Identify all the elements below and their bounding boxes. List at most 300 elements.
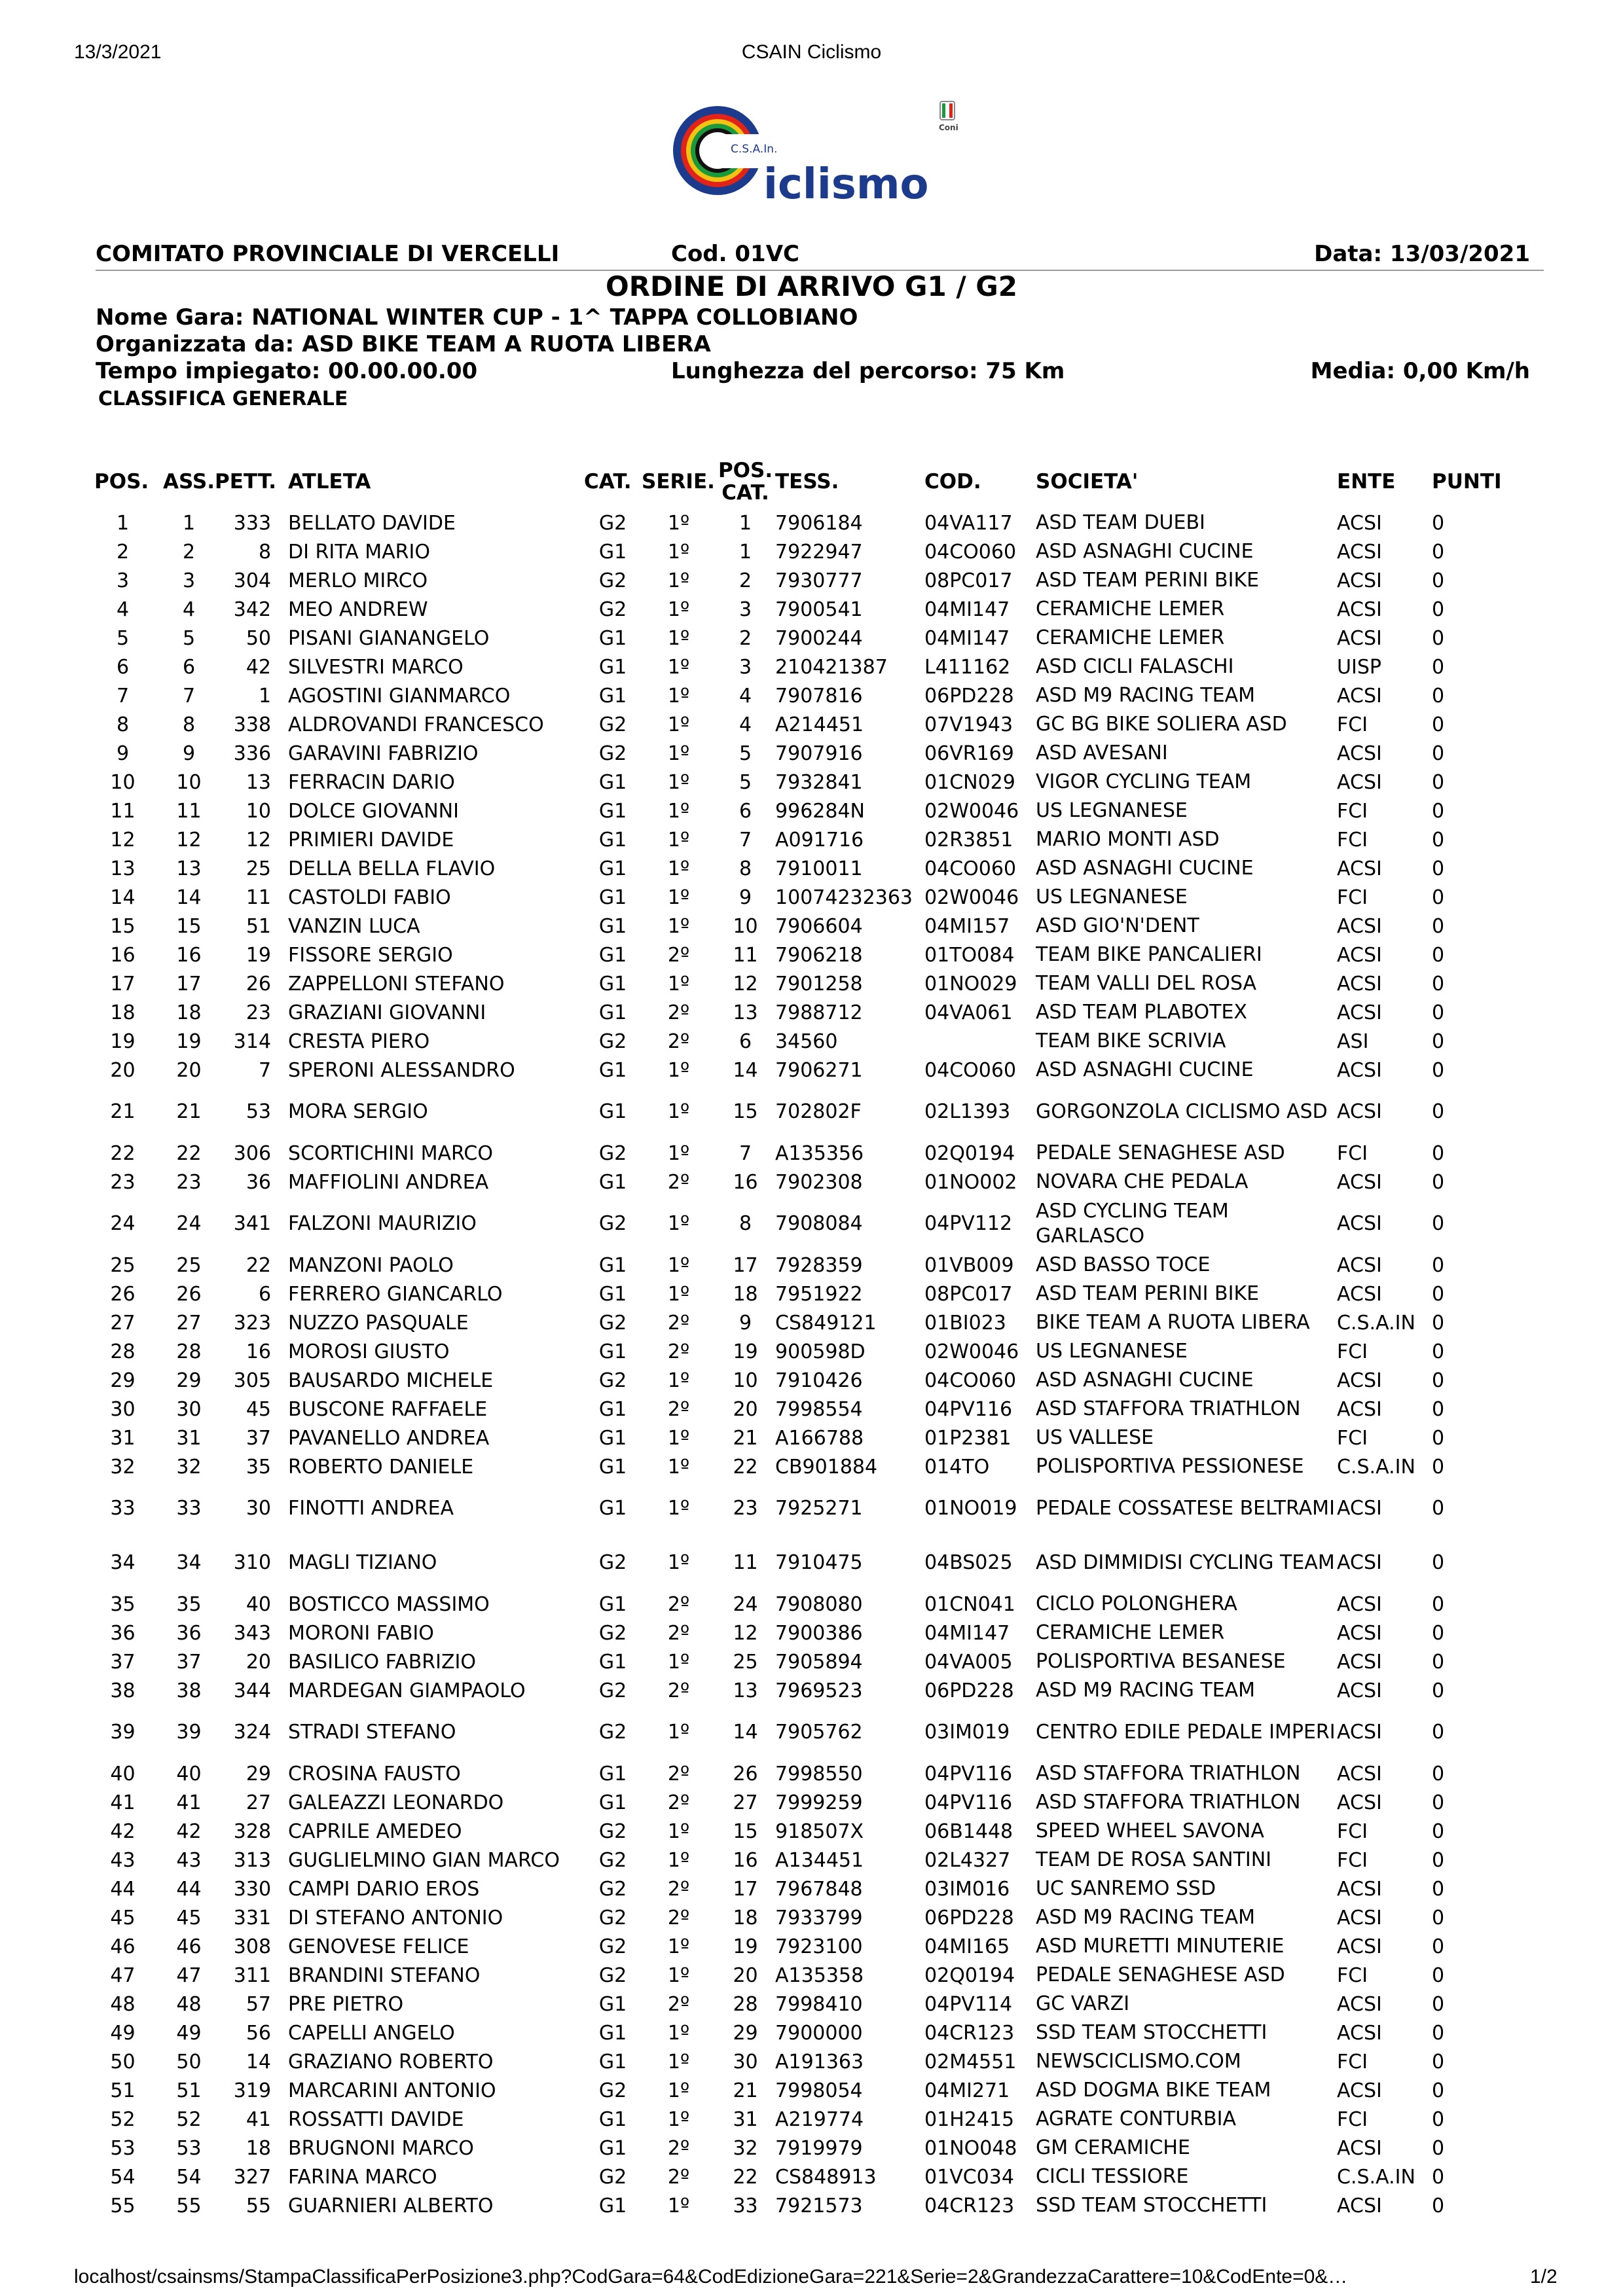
cell-serie: 1º — [667, 655, 690, 679]
cell-serie: 1º — [667, 1650, 690, 1674]
cell-ass: 20 — [176, 1058, 202, 1082]
cell-serie: 1º — [667, 2108, 690, 2131]
cell-tess: 7907916 — [775, 742, 863, 765]
cell-pos-cat: 2 — [739, 626, 752, 650]
cell-tess: 7933799 — [775, 1906, 863, 1929]
cell-punti: 0 — [1432, 626, 1445, 650]
cell-pos: 19 — [110, 1030, 136, 1053]
cell-pos-cat: 7 — [739, 828, 752, 852]
cell-societa: TEAM VALLI DEL ROSA — [1036, 972, 1257, 995]
cell-ente: ACSI — [1337, 1721, 1382, 1744]
cell-punti: 0 — [1432, 598, 1445, 621]
cell-cat: G1 — [598, 1100, 627, 1123]
cell-cat: G1 — [598, 684, 627, 708]
cell-pett: 13 — [246, 770, 272, 794]
cell-punti: 0 — [1432, 1935, 1445, 1958]
cell-pett: 314 — [233, 1030, 272, 1053]
cell-societa: ASD STAFFORA TRIATHLON — [1036, 1397, 1301, 1420]
cell-serie: 1º — [667, 1935, 690, 1958]
cell-cod: 01BI023 — [924, 1311, 1006, 1335]
cell-pos: 55 — [110, 2194, 136, 2217]
cell-ente: C.S.A.IN — [1337, 1455, 1415, 1479]
cell-serie: 1º — [667, 540, 690, 564]
cell-pos: 43 — [110, 1848, 136, 1872]
cell-pos-cat: 2 — [739, 569, 752, 592]
cell-societa: ASD BASSO TOCE — [1036, 1253, 1211, 1276]
table-row — [94, 624, 1510, 653]
cell-pos: 39 — [110, 1721, 136, 1744]
cell-pos-cat: 23 — [733, 1497, 758, 1520]
cell-pett: 51 — [246, 914, 272, 938]
cell-ass: 21 — [176, 1100, 202, 1123]
cell-punti: 0 — [1432, 742, 1445, 765]
cell-ente: UISP — [1337, 655, 1381, 679]
cell-cod: 07V1943 — [924, 713, 1013, 736]
cell-cat: G1 — [598, 2108, 627, 2131]
cell-pos: 51 — [110, 2079, 136, 2102]
cell-pett: 313 — [233, 1848, 272, 1872]
cell-tess: A135358 — [775, 1964, 864, 1987]
cell-ente: ACSI — [1337, 1679, 1382, 1702]
cell-atleta: MAGLI TIZIANO — [288, 1551, 437, 1574]
cell-pos-cat: 7 — [739, 1141, 752, 1165]
cell-pos-cat: 9 — [739, 886, 752, 909]
cell-punti: 0 — [1432, 1426, 1445, 1450]
cell-cod: 04PV116 — [924, 1791, 1013, 1814]
cell-ass: 33 — [176, 1497, 202, 1520]
cell-atleta: VANZIN LUCA — [288, 914, 420, 938]
cell-serie: 1º — [667, 857, 690, 880]
cell-societa: ASD TEAM PERINI BIKE — [1036, 569, 1260, 592]
cell-pos: 34 — [110, 1551, 136, 1574]
cell-cod: 06PD228 — [924, 684, 1014, 708]
table-row — [94, 1196, 1510, 1251]
cell-tess: 7969523 — [775, 1679, 863, 1702]
table-row — [94, 2105, 1510, 2134]
cell-ente: ACSI — [1337, 1621, 1382, 1645]
cell-punti: 0 — [1432, 1497, 1445, 1520]
cell-pett: 16 — [246, 1340, 272, 1363]
cell-pett: 56 — [246, 2021, 272, 2045]
svg-text:C.S.A.In.: C.S.A.In. — [731, 143, 778, 156]
cell-cod: 014TO — [924, 1455, 990, 1479]
cell-cod: 01NO029 — [924, 972, 1017, 996]
cell-cat: G1 — [598, 914, 627, 938]
cell-punti: 0 — [1432, 569, 1445, 592]
cell-punti: 0 — [1432, 1679, 1445, 1702]
cell-ass: 40 — [176, 1762, 202, 1785]
table-row — [94, 797, 1510, 825]
cell-cod: 04MI147 — [924, 598, 1010, 621]
table-row — [94, 941, 1510, 969]
cell-serie: 1º — [667, 684, 690, 708]
cell-pett: 14 — [246, 2050, 272, 2073]
classification-label: CLASSIFICA GENERALE — [98, 387, 348, 410]
col-ass: ASS. — [163, 470, 215, 493]
cell-punti: 0 — [1432, 1455, 1445, 1479]
cell-serie: 1º — [667, 742, 690, 765]
cell-serie: 1º — [667, 1820, 690, 1843]
cell-societa: ASD DOGMA BIKE TEAM — [1036, 2079, 1271, 2102]
cell-ente: ACSI — [1337, 1170, 1382, 1194]
cell-atleta: FINOTTI ANDREA — [288, 1497, 454, 1520]
cell-cod: 03IM016 — [924, 1877, 1010, 1901]
cell-societa: US VALLESE — [1036, 1426, 1154, 1449]
cell-pett: 27 — [246, 1791, 272, 1814]
cell-pos: 47 — [110, 1964, 136, 1987]
cell-tess: A091716 — [775, 828, 864, 852]
cell-societa: CERAMICHE LEMER — [1036, 598, 1225, 620]
cell-cod: 04MI147 — [924, 1621, 1010, 1645]
cell-cat: G1 — [598, 857, 627, 880]
cell-ente: FCI — [1337, 799, 1368, 823]
cell-punti: 0 — [1432, 1170, 1445, 1194]
cell-societa: ASD TEAM PERINI BIKE — [1036, 1282, 1260, 1305]
cell-cod: 04CO060 — [924, 1369, 1017, 1392]
cell-cod: 08PC017 — [924, 569, 1013, 592]
cell-ass: 6 — [182, 655, 196, 679]
cell-atleta: DI RITA MARIO — [288, 540, 430, 564]
cell-cat: G1 — [598, 1455, 627, 1479]
cell-cod: 04PV112 — [924, 1212, 1013, 1235]
cell-pett: 333 — [233, 511, 272, 535]
cell-tess: 7922947 — [775, 540, 863, 564]
cell-societa: ASD CYCLING TEAM GARLASCO — [1036, 1199, 1229, 1247]
cell-serie: 1º — [667, 770, 690, 794]
cell-serie: 1º — [667, 569, 690, 592]
cell-ente: FCI — [1337, 2108, 1368, 2131]
cell-pett: 57 — [246, 1992, 272, 2016]
cell-serie: 1º — [667, 799, 690, 823]
cell-atleta: CRESTA PIERO — [288, 1030, 430, 1053]
cell-ente: ACSI — [1337, 569, 1382, 592]
cell-societa: ASD M9 RACING TEAM — [1036, 1906, 1256, 1929]
table-row — [94, 998, 1510, 1027]
cell-pos: 49 — [110, 2021, 136, 2045]
cell-atleta: MARDEGAN GIAMPAOLO — [288, 1679, 526, 1702]
cell-cod: 02Q0194 — [924, 1141, 1015, 1165]
cell-serie: 2º — [667, 943, 690, 967]
cell-punti: 0 — [1432, 2079, 1445, 2102]
cell-pos-cat: 4 — [739, 684, 752, 708]
cell-ente: ACSI — [1337, 1058, 1382, 1082]
cell-pos: 41 — [110, 1791, 136, 1814]
cell-atleta: BAUSARDO MICHELE — [288, 1369, 494, 1392]
cell-atleta: GUARNIERI ALBERTO — [288, 2194, 494, 2217]
col-tess: TESS. — [775, 470, 839, 493]
cell-serie: 1º — [667, 972, 690, 996]
cell-pos-cat: 3 — [739, 598, 752, 621]
results-table — [94, 455, 1510, 2220]
table-row — [94, 1817, 1510, 1846]
cell-pett: 6 — [258, 1282, 272, 1306]
cell-pos-cat: 19 — [733, 1340, 758, 1363]
cell-pos: 36 — [110, 1621, 136, 1645]
cell-pos-cat: 5 — [739, 770, 752, 794]
cell-pos-cat: 8 — [739, 857, 752, 880]
cell-cat: G1 — [598, 1497, 627, 1520]
cell-ente: ACSI — [1337, 684, 1382, 708]
cell-punti: 0 — [1432, 972, 1445, 996]
table-row — [94, 854, 1510, 883]
cell-pos-cat: 26 — [733, 1762, 758, 1785]
cell-pett: 310 — [233, 1551, 272, 1574]
cell-cat: G2 — [598, 2079, 627, 2102]
cell-cat: G2 — [598, 1212, 627, 1235]
cell-punti: 0 — [1432, 2165, 1445, 2189]
cell-serie: 1º — [667, 2079, 690, 2102]
cell-atleta: MAFFIOLINI ANDREA — [288, 1170, 489, 1194]
cell-societa: US LEGNANESE — [1036, 1340, 1188, 1363]
cell-pos: 6 — [116, 655, 130, 679]
cell-atleta: ROSSATTI DAVIDE — [288, 2108, 464, 2131]
cell-atleta: MOROSI GIUSTO — [288, 1340, 450, 1363]
cell-serie: 2º — [667, 1001, 690, 1024]
cell-atleta: CAPRILE AMEDEO — [288, 1820, 462, 1843]
cell-punti: 0 — [1432, 857, 1445, 880]
cell-serie: 1º — [667, 511, 690, 535]
cell-cod: 01P2381 — [924, 1426, 1012, 1450]
cell-societa: GC VARZI — [1036, 1992, 1130, 2015]
cell-pett: 7 — [258, 1058, 272, 1082]
cell-punti: 0 — [1432, 799, 1445, 823]
cell-punti: 0 — [1432, 2136, 1445, 2160]
cell-pos-cat: 4 — [739, 713, 752, 736]
cell-societa: VIGOR CYCLING TEAM — [1036, 770, 1252, 793]
table-row — [94, 912, 1510, 941]
cell-cod: 02R3851 — [924, 828, 1013, 852]
cell-serie: 1º — [667, 1212, 690, 1235]
cell-serie: 1º — [667, 828, 690, 852]
cell-pett: 304 — [233, 569, 272, 592]
cell-cod: 04VA061 — [924, 1001, 1013, 1024]
cell-pos-cat: 21 — [733, 1426, 758, 1450]
cell-ente: ACSI — [1337, 1650, 1382, 1674]
cell-cod: 04PV116 — [924, 1397, 1013, 1421]
cell-pett: 18 — [246, 2136, 272, 2160]
cell-cod: 01VC034 — [924, 2165, 1014, 2189]
print-page-title: CSAIN Ciclismo — [741, 41, 882, 63]
cell-pett: 26 — [246, 972, 272, 996]
cell-ass: 39 — [176, 1721, 202, 1744]
table-row — [94, 1280, 1510, 1308]
cell-societa: UC SANREMO SSD — [1036, 1877, 1216, 1900]
cell-ass: 5 — [182, 626, 196, 650]
cell-ass: 27 — [176, 1311, 202, 1335]
cell-atleta: DOLCE GIOVANNI — [288, 799, 459, 823]
cell-tess: 7999259 — [775, 1791, 863, 1814]
cell-pos: 24 — [110, 1212, 136, 1235]
cell-pos-cat: 3 — [739, 655, 752, 679]
cell-punti: 0 — [1432, 1592, 1445, 1616]
table-header-row — [94, 455, 1510, 509]
cell-pos: 11 — [110, 799, 136, 823]
table-row — [94, 2162, 1510, 2191]
cell-pos-cat: 14 — [733, 1058, 758, 1082]
cell-cat: G1 — [598, 1170, 627, 1194]
cell-tess: CS848913 — [775, 2165, 877, 2189]
cell-pett: 344 — [233, 1679, 272, 1702]
cell-pos: 37 — [110, 1650, 136, 1674]
cell-cod: 04MI271 — [924, 2079, 1010, 2102]
cell-societa: CICLO POLONGHERA — [1036, 1592, 1237, 1615]
cell-pos: 25 — [110, 1253, 136, 1277]
cell-ente: ACSI — [1337, 857, 1382, 880]
cell-cat: G2 — [598, 1935, 627, 1958]
table-row — [94, 1308, 1510, 1337]
cell-tess: 7905894 — [775, 1650, 863, 1674]
cell-societa: PEDALE COSSATESE BELTRAMI — [1036, 1496, 1335, 1520]
cell-pos: 22 — [110, 1141, 136, 1165]
cell-ente: ACSI — [1337, 1877, 1382, 1901]
table-row — [94, 681, 1510, 710]
table-row — [94, 1139, 1510, 1168]
cell-ass: 41 — [176, 1791, 202, 1814]
cell-punti: 0 — [1432, 1282, 1445, 1306]
cell-atleta: AGOSTINI GIANMARCO — [288, 684, 511, 708]
cell-cod: 04VA117 — [924, 511, 1013, 535]
table-row — [94, 1788, 1510, 1817]
cell-tess: 210421387 — [775, 655, 888, 679]
cell-ass: 22 — [176, 1141, 202, 1165]
cell-societa: CERAMICHE LEMER — [1036, 1621, 1225, 1644]
cell-ente: C.S.A.IN — [1337, 2165, 1415, 2189]
print-page-number: 1/2 — [1530, 2266, 1558, 2287]
cell-ente: FCI — [1337, 2050, 1368, 2073]
race-organizer: Organizzata da: ASD BIKE TEAM A RUOTA LIBERA — [96, 331, 711, 357]
cell-pett: 311 — [233, 1964, 272, 1987]
cell-pos-cat: 31 — [733, 2108, 758, 2131]
cell-pos: 42 — [110, 1820, 136, 1843]
cell-punti: 0 — [1432, 914, 1445, 938]
cell-pett: 338 — [233, 713, 272, 736]
cell-pos-cat: 13 — [733, 1001, 758, 1024]
cell-punti: 0 — [1432, 943, 1445, 967]
table-row — [94, 825, 1510, 854]
cell-atleta: SILVESTRI MARCO — [288, 655, 464, 679]
cell-ass: 42 — [176, 1820, 202, 1843]
cell-pos-cat: 5 — [739, 742, 752, 765]
cell-tess: A166788 — [775, 1426, 864, 1450]
cell-cat: G2 — [598, 1877, 627, 1901]
cell-pos: 27 — [110, 1311, 136, 1335]
table-row — [94, 1676, 1510, 1705]
cell-cat: G2 — [598, 1311, 627, 1335]
cell-tess: 996284N — [775, 799, 865, 823]
cell-serie: 1º — [667, 1455, 690, 1479]
cell-pett: 324 — [233, 1721, 272, 1744]
cell-punti: 0 — [1432, 511, 1445, 535]
cell-pos-cat: 9 — [739, 1311, 752, 1335]
cell-cod: 04CO060 — [924, 857, 1017, 880]
cell-pos: 48 — [110, 1992, 136, 2016]
cell-cat: G2 — [598, 1906, 627, 1929]
cell-pos-cat: 6 — [739, 1030, 752, 1053]
table-row — [94, 768, 1510, 797]
cell-atleta: DI STEFANO ANTONIO — [288, 1906, 503, 1929]
cell-atleta: GRAZIANI GIOVANNI — [288, 1001, 486, 1024]
cell-societa: GM CERAMICHE — [1036, 2136, 1190, 2159]
cell-tess: 7907816 — [775, 684, 863, 708]
cell-atleta: STRADI STEFANO — [288, 1721, 456, 1744]
cell-cat: G2 — [598, 1141, 627, 1165]
report-date: Data: 13/03/2021 — [1314, 241, 1530, 267]
results-body — [94, 509, 1510, 2220]
cell-atleta: CAMPI DARIO EROS — [288, 1877, 480, 1901]
cell-tess: 7901258 — [775, 972, 863, 996]
table-row — [94, 653, 1510, 681]
cell-pett: 342 — [233, 598, 272, 621]
cell-pett: 343 — [233, 1621, 272, 1645]
cell-ass: 53 — [176, 2136, 202, 2160]
cell-tess: 702802F — [775, 1100, 862, 1123]
cell-atleta: MARCARINI ANTONIO — [288, 2079, 496, 2102]
cell-pos: 26 — [110, 1282, 136, 1306]
cell-tess: 7902308 — [775, 1170, 863, 1194]
cell-ente: ACSI — [1337, 1397, 1382, 1421]
cell-tess: 7900000 — [775, 2021, 863, 2045]
cell-ass: 26 — [176, 1282, 202, 1306]
cell-punti: 0 — [1432, 1992, 1445, 2016]
cell-serie: 2º — [667, 1906, 690, 1929]
cell-ass: 45 — [176, 1906, 202, 1929]
cell-ass: 7 — [182, 684, 196, 708]
cell-pos: 4 — [116, 598, 130, 621]
cell-cat: G2 — [598, 1030, 627, 1053]
cell-ass: 49 — [176, 2021, 202, 2045]
cell-ente: ACSI — [1337, 1992, 1382, 2016]
cell-cod: 06VR169 — [924, 742, 1014, 765]
cell-cat: G1 — [598, 655, 627, 679]
cell-societa: ASD M9 RACING TEAM — [1036, 1679, 1256, 1702]
cell-punti: 0 — [1432, 713, 1445, 736]
cell-atleta: PISANI GIANANGELO — [288, 626, 490, 650]
cell-cat: G1 — [598, 1762, 627, 1785]
cell-atleta: FARINA MARCO — [288, 2165, 437, 2189]
cell-ass: 16 — [176, 943, 202, 967]
cell-ente: ACSI — [1337, 540, 1382, 564]
cell-ass: 44 — [176, 1877, 202, 1901]
cell-ente: ACSI — [1337, 1935, 1382, 1958]
cell-societa: TEAM DE ROSA SANTINI — [1036, 1848, 1271, 1871]
cell-ass: 24 — [176, 1212, 202, 1235]
cell-ente: FCI — [1337, 1964, 1368, 1987]
cell-atleta: BOSTICCO MASSIMO — [288, 1592, 490, 1616]
cell-ass: 23 — [176, 1170, 202, 1194]
cell-atleta: BUSCONE RAFFAELE — [288, 1397, 488, 1421]
cell-punti: 0 — [1432, 1058, 1445, 1082]
cell-pos-cat: 22 — [733, 1455, 758, 1479]
cell-serie: 1º — [667, 1369, 690, 1392]
cell-ente: FCI — [1337, 828, 1368, 852]
cell-pos-cat: 10 — [733, 1369, 758, 1392]
cell-serie: 1º — [667, 626, 690, 650]
cell-serie: 2º — [667, 1311, 690, 1335]
cell-punti: 0 — [1432, 2194, 1445, 2217]
cell-punti: 0 — [1432, 2108, 1445, 2131]
table-row — [94, 1535, 1510, 1590]
cell-ente: FCI — [1337, 713, 1368, 736]
cell-societa: TEAM BIKE PANCALIERI — [1036, 943, 1262, 966]
cell-punti: 0 — [1432, 1791, 1445, 1814]
cell-tess: 7925271 — [775, 1497, 863, 1520]
cell-pos: 9 — [116, 742, 130, 765]
cell-cat: G2 — [598, 1721, 627, 1744]
cell-cod: 06PD228 — [924, 1679, 1014, 1702]
cell-serie: 1º — [667, 1100, 690, 1123]
cell-cod: 02W0046 — [924, 886, 1019, 909]
cell-pos-cat: 17 — [733, 1253, 758, 1277]
